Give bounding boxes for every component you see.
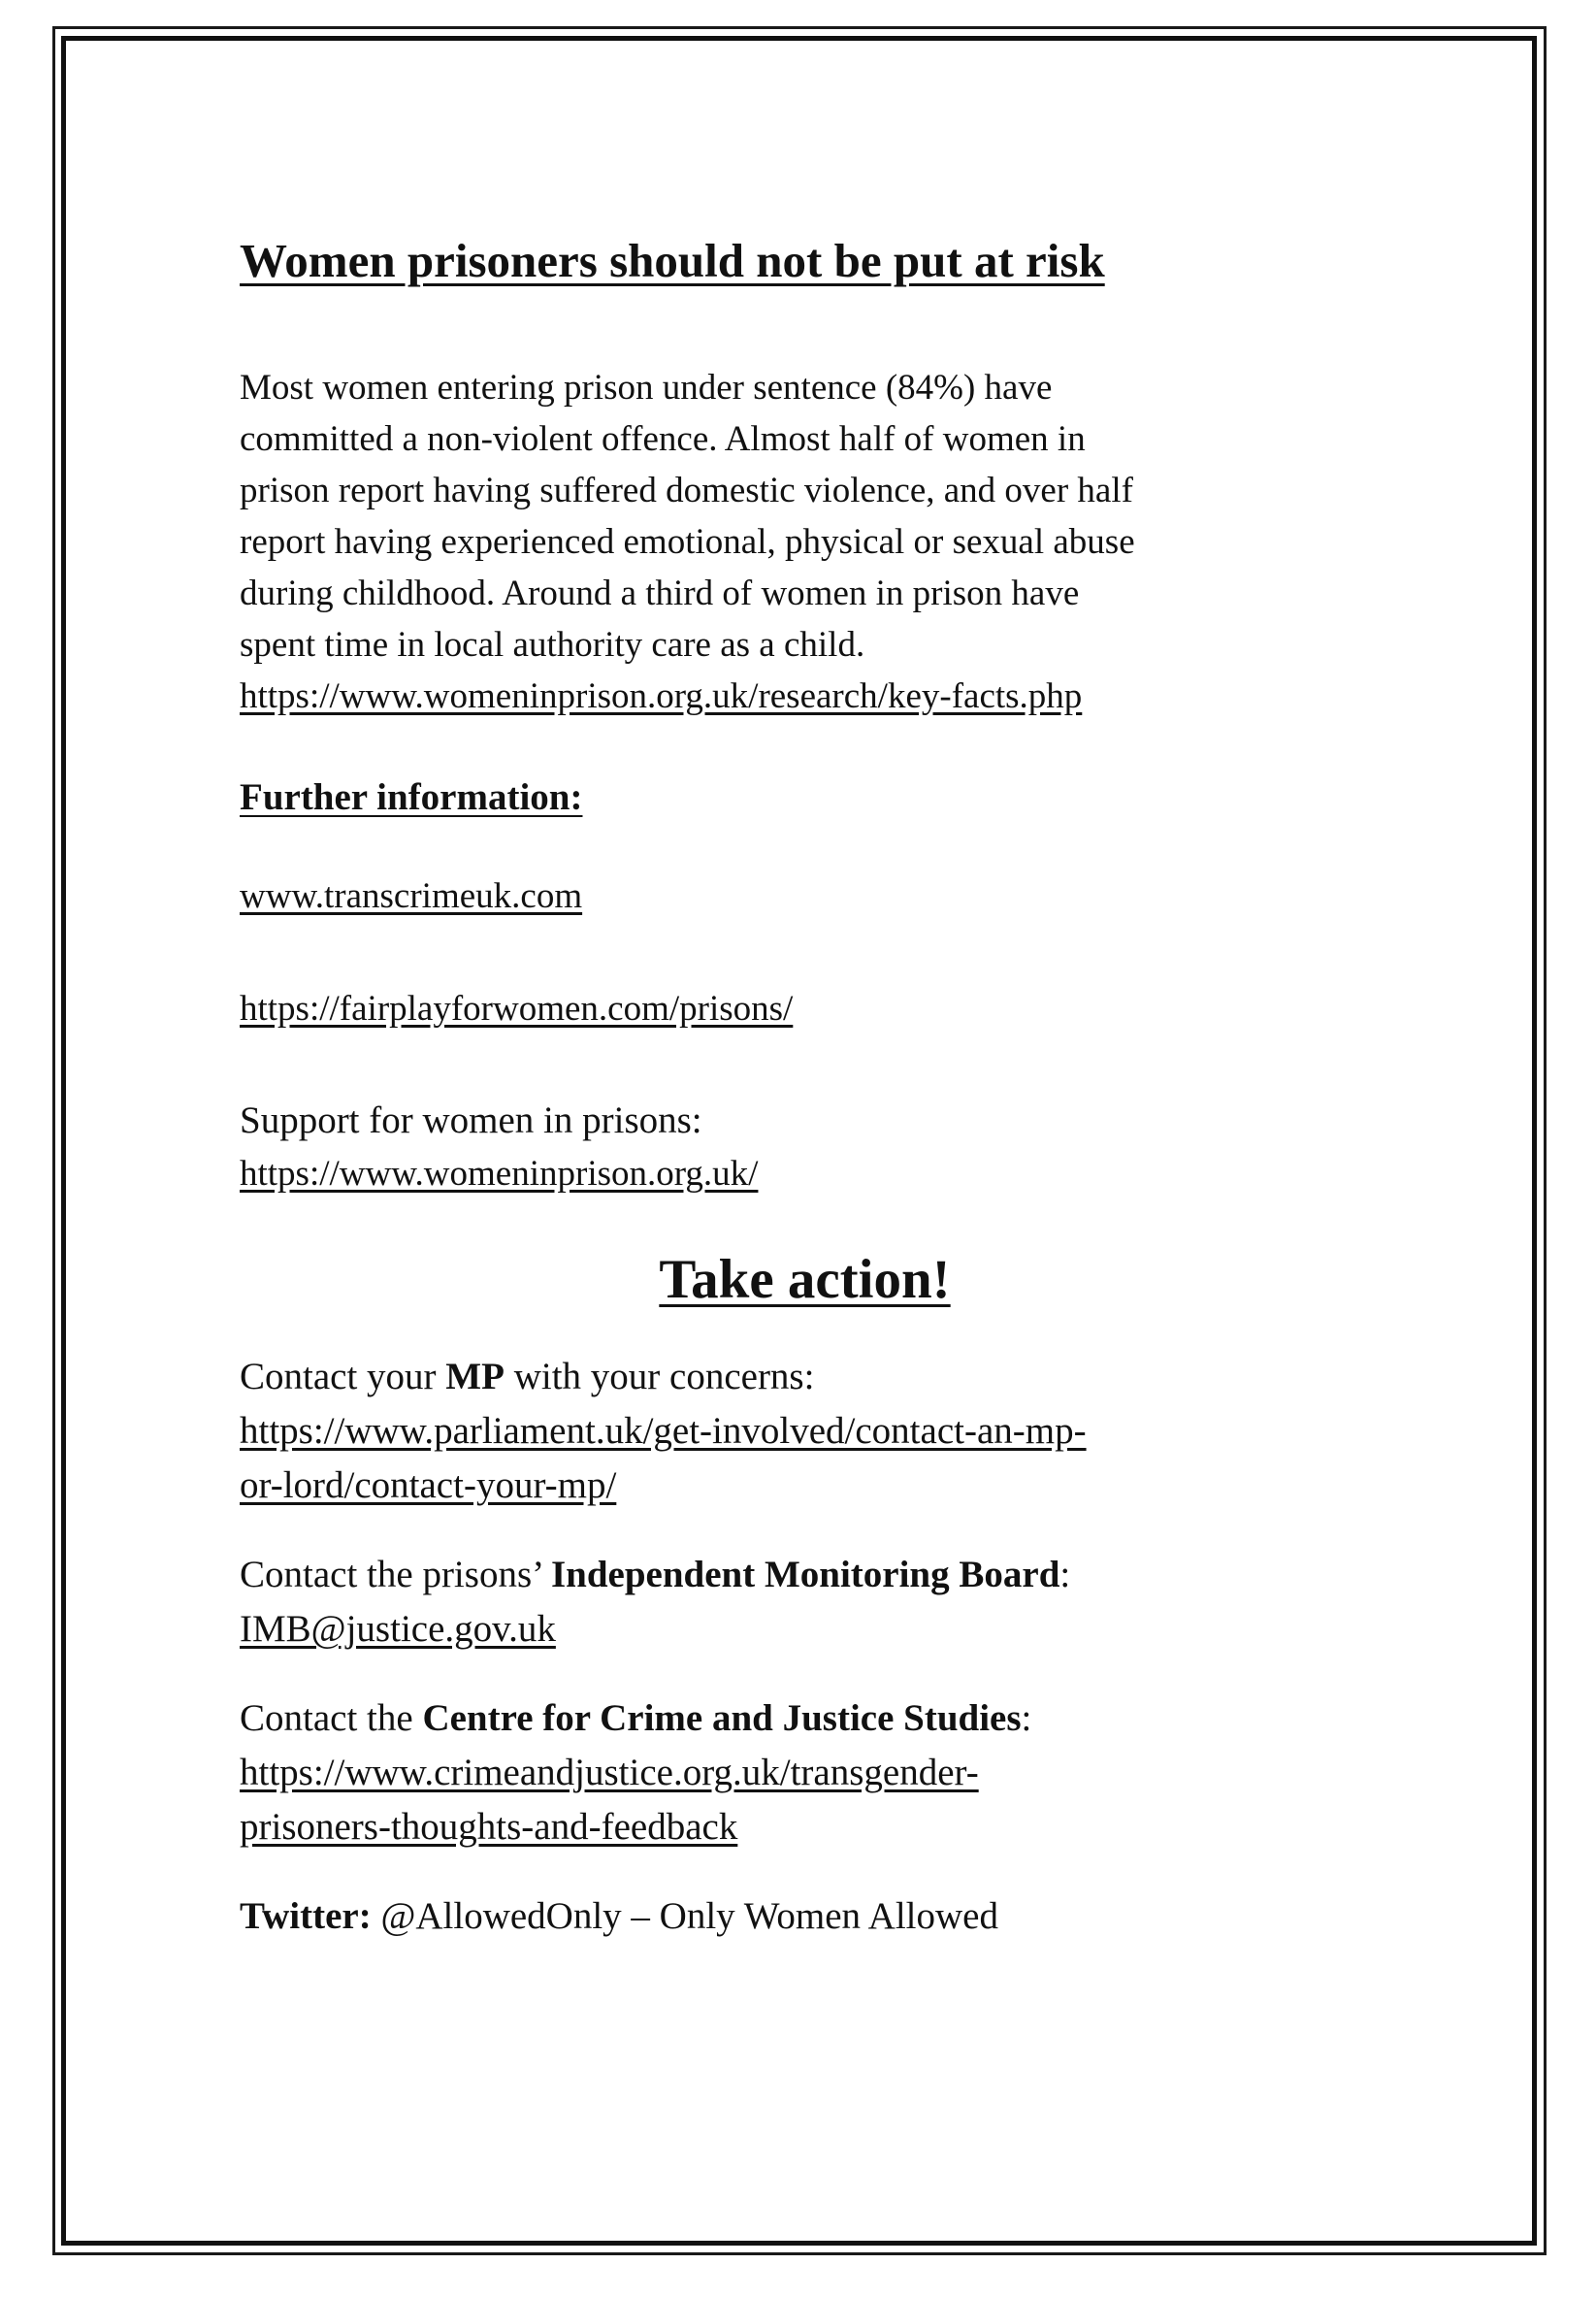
support-label: Support for women in prisons:: [240, 1099, 702, 1141]
support-item: [240, 1095, 1370, 1199]
contact-imb-text: Contact the prisons’ Independent Monitoring Board:: [240, 1554, 1071, 1596]
intro-line-4: report having experienced emotional, physical or sexual abuse: [240, 521, 1135, 562]
ccjs-link-line-2[interactable]: prisoners-thoughts-and-feedback: [240, 1806, 738, 1849]
further-info-item-1: [240, 870, 1370, 922]
transcrime-link[interactable]: www.transcrimeuk.com: [240, 875, 583, 916]
further-info-item-2: [240, 982, 1370, 1034]
contact-mp-text: Contact your MP with your concerns:: [240, 1356, 815, 1398]
key-facts-link[interactable]: https://www.womeninprison.org.uk/research/key-facts.php: [240, 675, 1083, 716]
intro-line-5: during childhood. Around a third of women in prison have: [240, 573, 1080, 613]
intro-line-6: spent time in local authority care as a child.: [240, 624, 865, 665]
contact-imb-item: [240, 1548, 1370, 1657]
intro-line-1: Most women entering prison under sentence (84%) have: [240, 367, 1053, 408]
twitter-item: [240, 1889, 1370, 1944]
ccjs-link-line-1[interactable]: https://www.crimeandjustice.org.uk/transgender-: [240, 1752, 979, 1794]
intro-paragraph: [240, 362, 1370, 722]
contact-mp-item: [240, 1350, 1370, 1513]
take-action-heading: Take action!: [659, 1248, 951, 1310]
contact-ccjs-item: [240, 1691, 1370, 1854]
twitter-label: Twitter:: [240, 1895, 372, 1938]
parliament-link-line-1[interactable]: https://www.parliament.uk/get-involved/contact-an-mp-: [240, 1410, 1087, 1453]
parliament-link-line-2[interactable]: or-lord/contact-your-mp/: [240, 1464, 617, 1507]
intro-line-2: committed a non-violent offence. Almost half of women in: [240, 418, 1086, 459]
imb-email-link[interactable]: IMB@justice.gov.uk: [240, 1608, 556, 1651]
contact-ccjs-text: Contact the Centre for Crime and Justice Studies:: [240, 1697, 1032, 1740]
document-content: [240, 233, 1370, 1979]
twitter-handle: @AllowedOnly – Only Women Allowed: [371, 1895, 998, 1938]
further-info-heading: Further information:: [240, 775, 583, 818]
intro-line-3: prison report having suffered domestic violence, and over half: [240, 470, 1133, 510]
page-title: Women prisoners should not be put at risk: [240, 234, 1105, 287]
fairplay-link[interactable]: https://fairplayforwomen.com/prisons/: [240, 988, 794, 1029]
women-in-prison-link[interactable]: https://www.womeninprison.org.uk/: [240, 1153, 759, 1194]
